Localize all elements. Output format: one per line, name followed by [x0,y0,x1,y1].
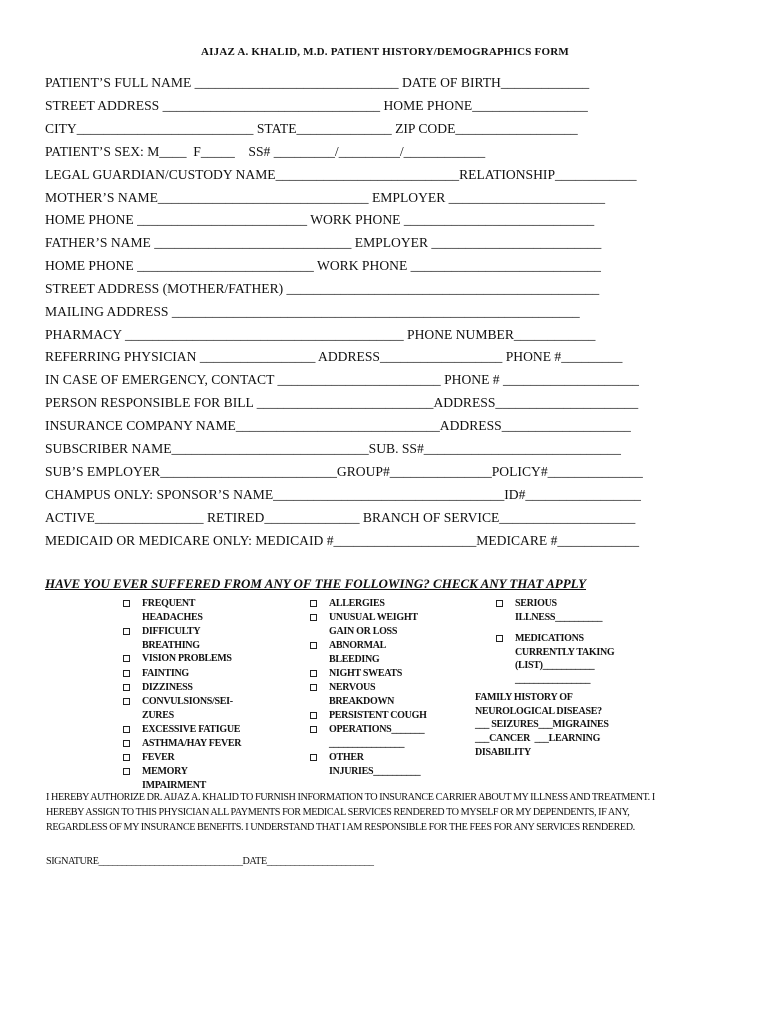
field-patient-sex[interactable]: PATIENT’S SEX: M____ F_____ SS# _________/_________/____________ [45,144,486,159]
checkbox-other-injuries[interactable]: OTHER INJURIES__________ [329,751,420,778]
checkbox-icon[interactable] [310,670,317,677]
field-emergency-contact[interactable]: IN CASE OF EMERGENCY, CONTACT ________________________ PHONE # ____________________ [45,372,639,387]
checkbox-icon[interactable] [123,698,130,705]
field-patient-name[interactable]: PATIENT’S FULL NAME ______________________________ DATE OF BIRTH_____________ [45,75,590,90]
field-city[interactable]: CITY__________________________ STATE______________ ZIP CODE__________________ [45,121,578,136]
checkbox-excessive-fatigue[interactable]: EXCESSIVE FATIGUE [142,723,240,737]
field-subscriber-name[interactable]: SUBSCRIBER NAME_____________________________SUB. SS#_____________________________ [45,441,621,456]
form-title: AIJAZ A. KHALID, M.D. PATIENT HISTORY/DEMOGRAPHICS FORM [201,46,569,58]
checkbox-icon[interactable] [123,726,130,733]
checkbox-nervous-breakdown[interactable]: NERVOUS BREAKDOWN [329,681,394,708]
checkbox-icon[interactable] [310,754,317,761]
history-heading: HAVE YOU EVER SUFFERED FROM ANY OF THE FOLLOWING? CHECK ANY THAT APPLY [45,576,587,591]
checkbox-fever[interactable]: FEVER [142,751,174,765]
field-mother-phone[interactable]: HOME PHONE _________________________ WORK PHONE ____________________________ [45,212,595,227]
field-father-name[interactable]: FATHER’S NAME _____________________________ EMPLOYER _________________________ [45,235,602,250]
checkbox-icon[interactable] [123,740,130,747]
checkbox-operations[interactable]: OPERATIONS_______ ________________ [329,723,424,750]
field-father-phone[interactable]: HOME PHONE __________________________ WORK PHONE ____________________________ [45,258,601,273]
checkbox-icon[interactable] [123,754,130,761]
field-responsible-party[interactable]: PERSON RESPONSIBLE FOR BILL __________________________ADDRESS_____________________ [45,395,639,410]
checkbox-icon[interactable] [123,655,130,662]
checkbox-icon[interactable] [123,628,130,635]
checkbox-unusual-weight[interactable]: UNUSUAL WEIGHT GAIN OR LOSS [329,611,418,638]
checkbox-allergies[interactable]: ALLERGIES [329,597,385,611]
checkbox-icon[interactable] [310,712,317,719]
checkbox-icon[interactable] [310,726,317,733]
field-mailing-address[interactable]: MAILING ADDRESS ____________________________________________________________ [45,304,580,319]
checkbox-icon[interactable] [310,642,317,649]
checkbox-icon[interactable] [496,600,503,607]
field-medicaid-medicare[interactable]: MEDICAID OR MEDICARE ONLY: MEDICAID #_____________________MEDICARE #____________ [45,533,639,548]
checkbox-abnormal-bleeding[interactable]: ABNORMAL BLEEDING [329,639,386,666]
checkbox-medications[interactable]: MEDICATIONS CURRENTLY TAKING (LIST)___________ ________________ [515,632,614,687]
checkbox-serious-illness[interactable]: SERIOUS ILLNESS__________ [515,597,602,624]
checkbox-frequent-headaches[interactable]: FREQUENT HEADACHES [142,597,203,624]
checkbox-icon[interactable] [496,635,503,642]
field-pharmacy[interactable]: PHARMACY _________________________________________ PHONE NUMBER____________ [45,327,596,342]
field-sub-employer[interactable]: SUB’S EMPLOYER__________________________GROUP#_______________POLICY#______________ [45,464,643,479]
field-street-address[interactable]: STREET ADDRESS ________________________________ HOME PHONE_________________ [45,98,588,113]
checkbox-memory-impairment[interactable]: MEMORY IMPAIRMENT [142,765,206,792]
checkbox-asthma-hay-fever[interactable]: ASTHMA/HAY FEVER [142,737,241,751]
checkbox-difficulty-breathing[interactable]: DIFFICULTY BREATHING [142,625,200,652]
checkbox-icon[interactable] [123,684,130,691]
checkbox-icon[interactable] [310,600,317,607]
checkbox-vision-problems[interactable]: VISION PROBLEMS [142,652,232,666]
field-mother-name[interactable]: MOTHER’S NAME_______________________________ EMPLOYER _______________________ [45,190,605,205]
checkbox-persistent-cough[interactable]: PERSISTENT COUGH [329,709,427,723]
family-history-neurological[interactable]: FAMILY HISTORY OF NEUROLOGICAL DISEASE? ___ SEIZURES___MIGRAINES ___CANCER ___LEARNING DISABILITY [475,692,609,758]
field-referring-physician[interactable]: REFERRING PHYSICIAN _________________ ADDRESS__________________ PHONE #_________ [45,349,623,364]
authorization-statement: I HEREBY AUTHORIZE DR. AIJAZ A. KHALID TO FURNISH INFORMATION TO INSURANCE CARRIER ABOUT MY ILLNESS AND TREATMENT. I HEREBY ASSIGN TO THIS PHYSICIAN ALL PAYMENTS FOR MEDICAL SERVICES RENDERED TO MYSELF OR MY DEPENDENTS, IF ANY, REGARDLESS OF MY INSURANCE BENEFITS. I UNDERSTAND THAT I AM RESPONSIBLE FOR THE FEES FOR ANY SERVICES RENDERED. [46,792,655,834]
checkbox-icon[interactable] [123,768,130,775]
field-parent-address[interactable]: STREET ADDRESS (MOTHER/FATHER) ______________________________________________ [45,281,600,296]
checkbox-icon[interactable] [310,684,317,691]
field-active-retired[interactable]: ACTIVE________________ RETIRED______________ BRANCH OF SERVICE____________________ [45,510,636,525]
checkbox-icon[interactable] [123,670,130,677]
checkbox-icon[interactable] [310,614,317,621]
signature-date-line[interactable]: SIGNATURE_______________________________DATE_______________________ [46,856,374,867]
checkbox-fainting[interactable]: FAINTING [142,667,189,681]
checkbox-icon[interactable] [123,600,130,607]
field-champus-sponsor[interactable]: CHAMPUS ONLY: SPONSOR’S NAME__________________________________ID#_________________ [45,487,641,502]
field-legal-guardian[interactable]: LEGAL GUARDIAN/CUSTODY NAME___________________________RELATIONSHIP____________ [45,167,637,182]
field-insurance-company[interactable]: INSURANCE COMPANY NAME______________________________ADDRESS___________________ [45,418,631,433]
checkbox-night-sweats[interactable]: NIGHT SWEATS [329,667,402,681]
checkbox-convulsions-seizures[interactable]: CONVULSIONS/SEI- ZURES [142,695,233,722]
checkbox-dizziness[interactable]: DIZZINESS [142,681,193,695]
